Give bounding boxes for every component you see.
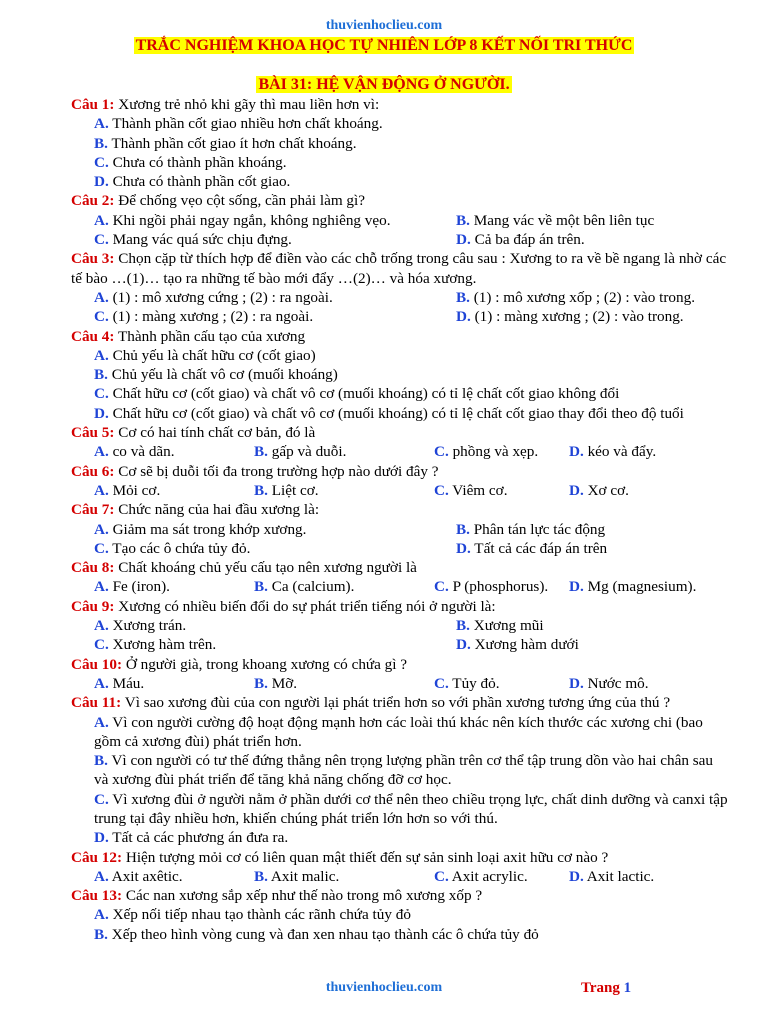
question-number: Câu 13: — [71, 887, 123, 905]
answer-option[interactable] — [569, 578, 696, 595]
option-label: D. — [94, 404, 109, 422]
question-number: Câu 2: — [71, 192, 115, 210]
question-text: Vì sao xương đùi của con người lại phát triển hơn so với phần xương tương ứng của thú ? — [124, 694, 671, 712]
question-stem — [71, 423, 731, 442]
answer-option[interactable] — [94, 366, 338, 383]
page-indicator — [581, 980, 631, 997]
answer-option[interactable] — [456, 289, 695, 306]
answer-option[interactable] — [434, 482, 508, 499]
option-label: C. — [94, 308, 109, 326]
answer-option[interactable] — [434, 578, 548, 595]
option-row — [94, 230, 731, 249]
answer-option[interactable] — [434, 443, 538, 460]
question-block — [71, 500, 731, 558]
option-label: C. — [434, 443, 449, 461]
answer-option[interactable] — [94, 906, 411, 923]
answer-option[interactable] — [254, 482, 319, 499]
option-text: Thành phần cốt giao ít hơn chất khoáng. — [111, 134, 357, 152]
option-text: Chất hữu cơ (cốt giao) và chất vô cơ (muối khoáng) có tỉ lệ chất cốt giao không đổi — [112, 385, 620, 403]
option-text: Viêm cơ. — [452, 481, 508, 499]
option-text: (1) : mô xương xốp ; (2) : vào trong. — [473, 288, 695, 306]
option-label: C. — [94, 153, 109, 171]
document-title-line — [0, 37, 768, 55]
question-number: Câu 3: — [71, 250, 115, 268]
option-label: A. — [94, 481, 109, 499]
answer-option[interactable] — [94, 714, 703, 750]
option-text: Máu. — [112, 674, 145, 692]
site-header-link[interactable]: thuvienhoclieu.com — [325, 18, 443, 33]
option-label: B. — [94, 134, 108, 152]
option-label: C. — [94, 790, 109, 808]
question-stem — [71, 558, 731, 577]
option-label: A. — [94, 443, 109, 461]
option-text: Chưa có thành phần cốt giao. — [112, 173, 291, 191]
question-block — [71, 462, 731, 501]
option-text: Vì con người cường độ hoạt động mạnh hơn các loài thú khác nên kích thước các xương chi (bao gồm cả xương đùi) phát triển hơn. — [94, 713, 703, 750]
option-text: Xơ cơ. — [587, 481, 629, 499]
option-text: gấp và duỗi. — [271, 443, 347, 461]
question-stem — [71, 249, 731, 288]
question-number: Câu 12: — [71, 848, 123, 866]
question-stem — [71, 191, 731, 210]
answer-option[interactable] — [94, 212, 391, 229]
option-text: Vì con người có tư thế đứng thẳng nên trọng lượng phần trên cơ thể tập trung dồn vào hai chân sau và xương đùi phát triển để tăng khả năng chống đỡ cơ học. — [94, 752, 713, 789]
answer-option[interactable] — [94, 521, 306, 538]
option-text: Xương mũi — [473, 617, 544, 635]
option-label: B. — [94, 752, 108, 770]
question-number: Câu 8: — [71, 559, 115, 577]
option-label: B. — [254, 481, 268, 499]
answer-option[interactable] — [94, 540, 250, 557]
answer-option[interactable] — [434, 868, 528, 885]
lesson-title: BÀI 31: HỆ VẬN ĐỘNG Ở NGƯỜI. — [258, 76, 510, 93]
option-label: D. — [94, 173, 109, 191]
answer-options — [94, 481, 731, 500]
question-stem — [71, 655, 731, 674]
question-block — [71, 558, 731, 597]
option-label: C. — [94, 539, 109, 557]
answer-option[interactable] — [456, 617, 544, 634]
question-block — [71, 655, 731, 694]
option-label: C. — [434, 578, 449, 596]
question-text: Để chống vẹo cột sống, cần phải làm gì? — [118, 192, 365, 210]
option-label: C. — [94, 636, 109, 654]
option-label: D. — [569, 867, 584, 885]
option-label: B. — [456, 520, 470, 538]
answer-option[interactable] — [94, 135, 357, 152]
answer-option[interactable] — [254, 578, 354, 595]
option-text: Chưa có thành phần khoáng. — [112, 153, 287, 171]
option-label: D. — [569, 443, 584, 461]
option-label: A. — [94, 578, 109, 596]
option-text: Khi ngồi phải ngay ngắn, không nghiêng vẹo. — [112, 211, 391, 229]
option-text: Xương hàm trên. — [112, 636, 217, 654]
answer-options — [94, 520, 731, 559]
answer-option[interactable] — [94, 829, 288, 846]
option-label: D. — [456, 308, 471, 326]
option-label: D. — [569, 578, 584, 596]
answer-option[interactable] — [94, 868, 183, 885]
option-label: B. — [254, 578, 268, 596]
option-text: Tất cả các phương án đưa ra. — [112, 829, 289, 847]
answer-options — [94, 674, 731, 693]
option-text: Nước mô. — [587, 674, 649, 692]
option-label: A. — [94, 520, 109, 538]
option-label: C. — [434, 867, 449, 885]
option-text: P (phosphorus). — [452, 578, 549, 596]
lesson-title-line — [0, 76, 768, 94]
answer-option[interactable] — [254, 443, 346, 460]
option-label: A. — [94, 346, 109, 364]
option-label: C. — [94, 385, 109, 403]
question-block — [71, 191, 731, 249]
answer-option[interactable] — [94, 617, 186, 634]
question-stem — [71, 95, 731, 114]
answer-option[interactable] — [94, 636, 216, 653]
question-block — [71, 597, 731, 655]
question-stem — [71, 462, 731, 481]
answer-option[interactable] — [94, 443, 175, 460]
answer-option[interactable] — [94, 289, 333, 306]
option-label: D. — [94, 829, 109, 847]
question-text: Chọn cặp từ thích hợp để điền vào các chỗ trống trong câu sau : Xương to ra về bề ngang là nhờ các tế bào …(1)… tạo ra những tế bào mới đẩy …(2)… và hóa xương. — [71, 250, 727, 287]
answer-option[interactable] — [569, 868, 654, 885]
page-number: 1 — [623, 980, 632, 996]
question-stem — [71, 886, 731, 905]
option-text: Liệt cơ. — [271, 481, 319, 499]
option-text: Xương trán. — [112, 617, 187, 635]
question-text: Ở người già, trong khoang xương có chứa gì ? — [125, 655, 408, 673]
option-label: D. — [456, 231, 471, 249]
question-block — [71, 423, 731, 462]
option-row — [94, 307, 731, 326]
answer-option[interactable] — [94, 675, 144, 692]
option-label: C. — [434, 481, 449, 499]
answer-option[interactable] — [94, 347, 316, 364]
option-text: Cả ba đáp án trên. — [474, 231, 585, 249]
option-label: A. — [94, 211, 109, 229]
option-label: A. — [94, 617, 109, 635]
question-text: Xương trẻ nhỏ khi gãy thì mau liền hơn vì: — [118, 96, 380, 113]
answer-option[interactable] — [456, 231, 585, 248]
answer-option[interactable] — [456, 521, 605, 538]
option-text: Mang vác quá sức chịu đựng. — [112, 231, 292, 249]
answer-option[interactable] — [94, 308, 313, 325]
option-label: B. — [94, 366, 108, 384]
option-label: D. — [456, 539, 471, 557]
option-row — [94, 616, 731, 635]
option-label: A. — [94, 674, 109, 692]
answer-option[interactable] — [94, 115, 383, 132]
answer-options — [94, 346, 731, 423]
option-row — [94, 520, 731, 539]
option-label: A. — [94, 906, 109, 924]
answer-option[interactable] — [456, 636, 579, 653]
option-text: co và dãn. — [112, 443, 175, 461]
question-number: Câu 10: — [71, 655, 123, 673]
option-label: C. — [434, 674, 449, 692]
question-block — [71, 848, 731, 887]
option-text: Thành phần cốt giao nhiều hơn chất khoáng. — [112, 115, 383, 133]
option-text: Chất hữu cơ (cốt giao) và chất vô cơ (muối khoáng) có tỉ lệ chất cốt giao thay đổi theo độ tuổi — [112, 404, 684, 422]
option-row — [94, 867, 731, 886]
answer-option[interactable] — [94, 154, 287, 171]
option-row — [94, 635, 731, 654]
option-row — [94, 577, 731, 596]
option-text: Axit malic. — [270, 867, 340, 885]
answer-option[interactable] — [456, 212, 654, 229]
document-title: TRẮC NGHIỆM KHOA HỌC TỰ NHIÊN LỚP 8 KẾT NỐI TRI THỨC — [135, 37, 633, 54]
option-label: A. — [94, 867, 109, 885]
option-text: (1) : mô xương cứng ; (2) : ra ngoài. — [112, 288, 333, 306]
question-text: Thành phần cấu tạo của xương — [118, 327, 306, 345]
answer-options — [94, 114, 731, 191]
option-text: phồng và xẹp. — [452, 443, 539, 461]
question-number: Câu 4: — [71, 327, 115, 345]
option-label: D. — [569, 674, 584, 692]
question-stem — [71, 848, 731, 867]
page-label: Trang — [581, 980, 620, 996]
question-text: Hiện tượng mỏi cơ có liên quan mật thiết đến sự sản sinh loại axit hữu cơ nào ? — [125, 848, 609, 866]
answer-option[interactable] — [94, 173, 290, 190]
option-text: Vì xương đùi ở người nằm ở phần dưới cơ thể nên theo chiều trọng lực, chất dinh dưỡng và canxi tập trung tại đây nhiều hơn, khiến chúng phát triển lớn hơn so với thú. — [94, 790, 728, 827]
question-text: Cơ sẽ bị duỗi tối đa trong trường hợp nào dưới đây ? — [118, 462, 439, 480]
option-text: Axit acrylic. — [451, 867, 528, 885]
answer-option[interactable] — [434, 675, 500, 692]
question-number: Câu 5: — [71, 424, 115, 442]
question-text: Các nan xương sắp xếp như thế nào trong mô xương xốp ? — [125, 887, 483, 905]
answer-options — [94, 211, 731, 250]
answer-option[interactable] — [94, 385, 619, 402]
option-text: Mang vác về một bên liên tục — [473, 211, 655, 229]
question-number: Câu 9: — [71, 597, 115, 615]
answer-option[interactable] — [94, 926, 539, 943]
answer-option[interactable] — [569, 482, 629, 499]
option-label: A. — [94, 288, 109, 306]
question-stem — [71, 597, 731, 616]
option-text: (1) : màng xương ; (2) : vào trong. — [474, 308, 684, 326]
answer-option[interactable] — [94, 405, 684, 422]
question-stem — [71, 500, 731, 519]
option-label: B. — [94, 925, 108, 943]
question-text: Cơ có hai tính chất cơ bản, đó là — [118, 424, 316, 442]
footer-site-link[interactable]: thuvienhoclieu.com — [325, 980, 443, 995]
answer-option[interactable] — [94, 231, 292, 248]
option-row — [94, 211, 731, 230]
option-text: Mỡ. — [271, 674, 298, 692]
option-row — [94, 442, 731, 461]
answer-options — [94, 867, 731, 886]
question-block — [71, 95, 731, 191]
option-text: Xương hàm dưới — [474, 636, 579, 654]
answer-option[interactable] — [254, 675, 297, 692]
option-label: B. — [254, 674, 268, 692]
answer-options — [94, 905, 731, 944]
option-label: B. — [254, 443, 268, 461]
answer-option[interactable] — [569, 675, 649, 692]
option-text: Tất cả các đáp án trên — [474, 539, 608, 557]
question-number: Câu 7: — [71, 501, 115, 519]
option-row — [94, 674, 731, 693]
option-text: Mỏi cơ. — [112, 481, 161, 499]
question-number: Câu 1: — [71, 96, 115, 113]
option-text: Axit lactic. — [586, 867, 655, 885]
question-block — [71, 327, 731, 423]
question-block — [71, 249, 731, 326]
answer-options — [94, 442, 731, 461]
option-text: (1) : màng xương ; (2) : ra ngoài. — [112, 308, 314, 326]
question-number: Câu 11: — [71, 694, 122, 712]
option-label: D. — [569, 481, 584, 499]
answer-option[interactable] — [94, 752, 713, 788]
answer-option[interactable] — [456, 540, 607, 557]
answer-options — [94, 616, 731, 655]
question-text: Chất khoáng chủ yếu cấu tạo nên xương người là — [118, 559, 417, 577]
option-text: Xếp theo hình vòng cung và đan xen nhau tạo thành các ô chứa tủy đỏ — [111, 925, 539, 943]
option-row — [94, 539, 731, 558]
option-label: B. — [456, 288, 470, 306]
option-label: C. — [94, 231, 109, 249]
option-text: Axit axêtic. — [111, 867, 183, 885]
option-row — [94, 288, 731, 307]
option-text: Phân tán lực tác động — [473, 520, 606, 538]
answer-option[interactable] — [456, 308, 684, 325]
option-label: A. — [94, 115, 109, 133]
option-row — [94, 481, 731, 500]
option-text: Chủ yếu là chất hữu cơ (cốt giao) — [112, 346, 316, 364]
option-text: Giảm ma sát trong khớp xương. — [112, 520, 307, 538]
question-list — [71, 95, 731, 944]
answer-option[interactable] — [94, 578, 170, 595]
answer-option[interactable] — [569, 443, 656, 460]
answer-option[interactable] — [94, 791, 728, 827]
option-label: A. — [94, 713, 109, 731]
option-text: Xếp nối tiếp nhau tạo thành các rãnh chứa tủy đỏ — [112, 906, 411, 924]
option-label: D. — [456, 636, 471, 654]
option-label: B. — [254, 867, 268, 885]
answer-option[interactable] — [254, 868, 339, 885]
answer-options — [94, 577, 731, 596]
question-block — [71, 693, 731, 847]
option-text: Tạo các ô chứa tủy đỏ. — [112, 539, 251, 557]
question-stem — [71, 327, 731, 346]
option-text: Fe (iron). — [112, 578, 170, 596]
option-text: Mg (magnesium). — [587, 578, 697, 596]
option-text: Ca (calcium). — [271, 578, 355, 596]
question-block — [71, 886, 731, 944]
option-label: B. — [456, 617, 470, 635]
question-number: Câu 6: — [71, 462, 115, 480]
question-text: Chức năng của hai đầu xương là: — [118, 501, 320, 519]
question-text: Xương có nhiều biến đổi do sự phát triển tiếng nói ở người là: — [118, 597, 496, 615]
option-text: Tủy đỏ. — [452, 674, 500, 692]
option-label: B. — [456, 211, 470, 229]
option-text: Chủ yếu là chất vô cơ (muối khoáng) — [111, 366, 338, 384]
answer-options — [94, 713, 731, 848]
question-stem — [71, 693, 731, 712]
answer-options — [94, 288, 731, 327]
answer-option[interactable] — [94, 482, 160, 499]
option-text: kéo và đẩy. — [587, 443, 657, 461]
